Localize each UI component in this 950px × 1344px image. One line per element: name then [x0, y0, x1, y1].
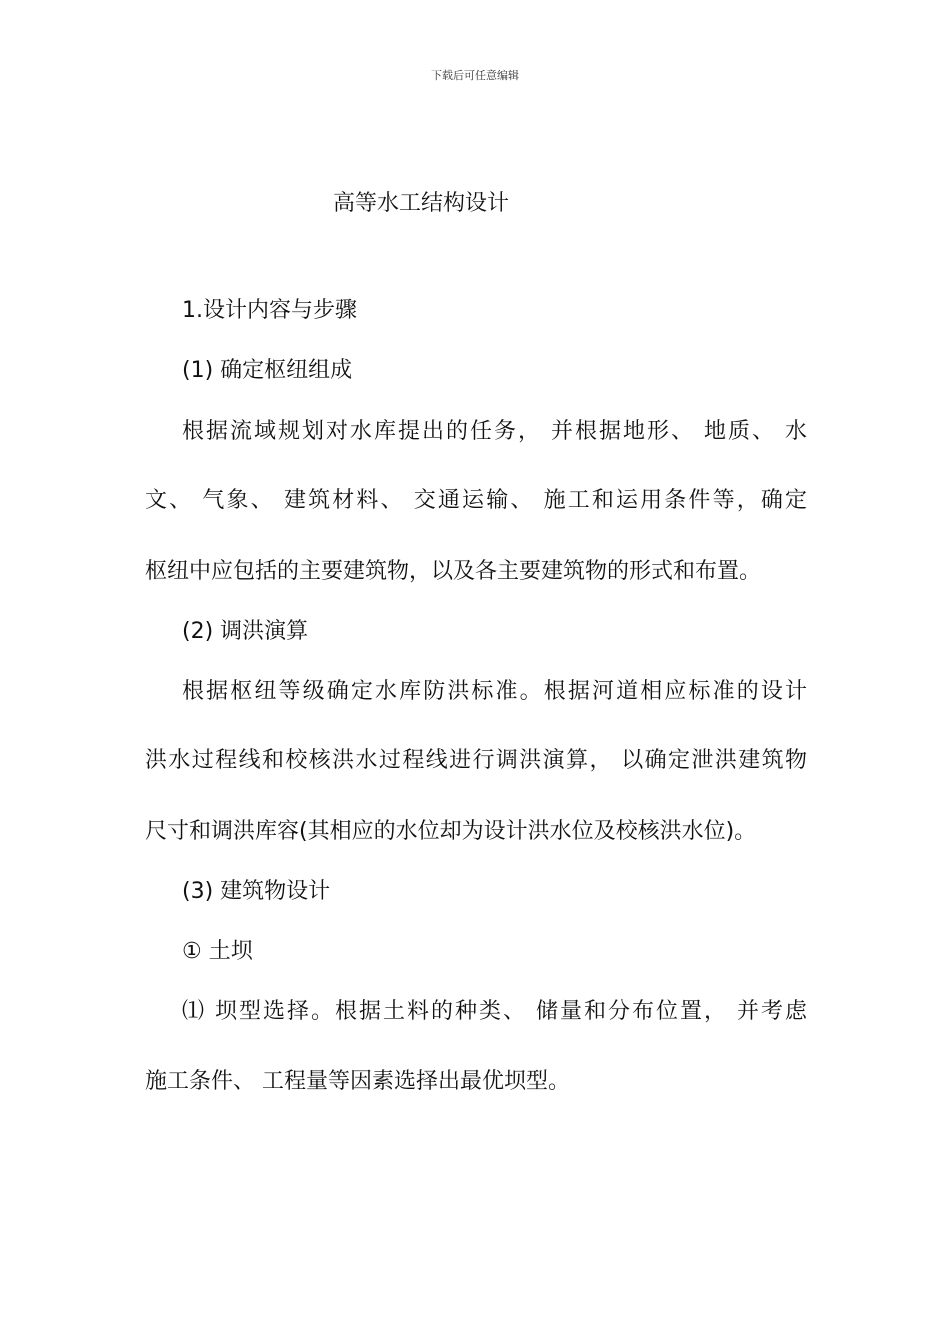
header-note: 下载后可任意编辑 — [431, 69, 519, 82]
subsection-heading-3: (3) 建筑物设计 — [182, 879, 331, 904]
paragraph-line: 枢纽中应包括的主要建筑物，以及各主要建筑物的形式和布置。 — [145, 559, 762, 584]
paragraph-line: 根据流域规划对水库提出的任务， 并根据地形、 地质、 水 — [182, 419, 807, 444]
subsection-heading-1: (1) 确定枢纽组成 — [182, 358, 353, 383]
paragraph-line: 文、 气象、 建筑材料、 交通运输、 施工和运用条件等，确定 — [145, 488, 807, 513]
paragraph-line: ⑴ 坝型选择。根据土料的种类、 储量和分布位置， 并考虑 — [182, 999, 807, 1024]
paragraph-line: 施工条件、 工程量等因素选择出最优坝型。 — [145, 1069, 570, 1094]
paragraph-line: 根据枢纽等级确定水库防洪标准。根据河道相应标准的设计 — [182, 679, 807, 704]
document-title: 高等水工结构设计 — [332, 191, 509, 216]
list-item-heading: ① 土坝 — [182, 939, 253, 964]
paragraph-line: 洪水过程线和校核洪水过程线进行调洪演算， 以确定泄洪建筑物 — [145, 748, 807, 773]
section-heading: 1.设计内容与步骤 — [182, 298, 357, 323]
paragraph-line: 尺寸和调洪库容(其相应的水位却为设计洪水位及校核洪水位)。 — [145, 819, 757, 844]
subsection-heading-2: (2) 调洪演算 — [182, 619, 309, 644]
